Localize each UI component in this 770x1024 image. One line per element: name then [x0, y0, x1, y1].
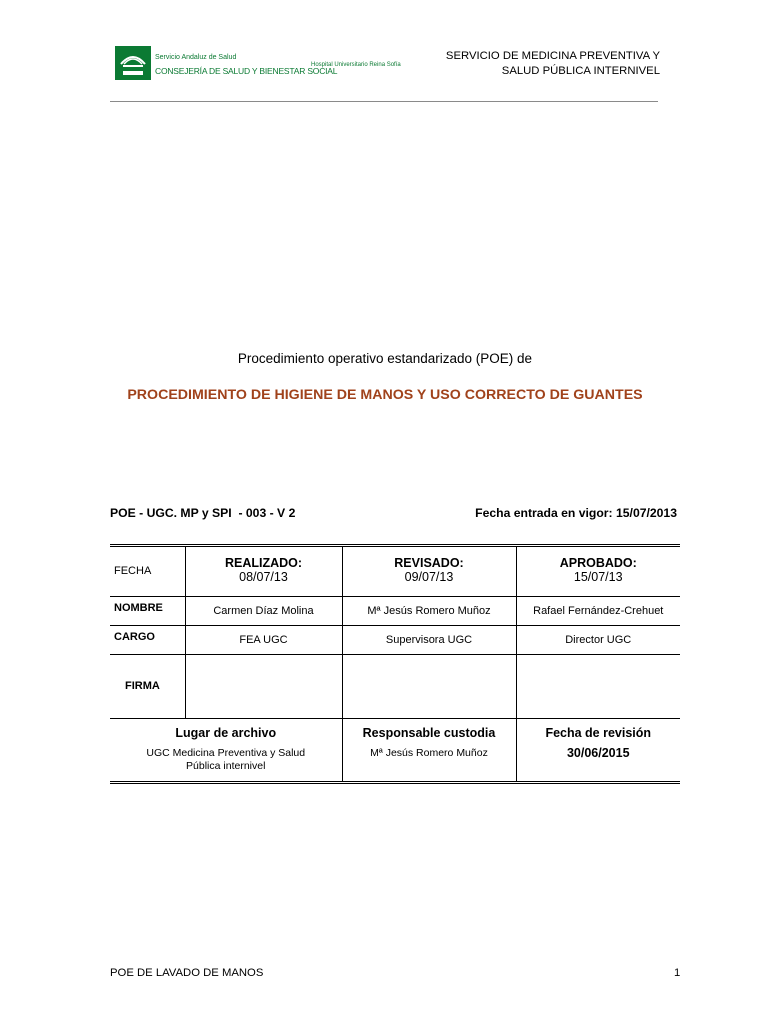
- lugar-cell: [110, 718, 342, 781]
- revisado-cell: [342, 547, 516, 596]
- header-divider: [110, 101, 658, 102]
- cargo-label: CARGO: [110, 625, 185, 654]
- lugar-label: Lugar de archivo: [175, 725, 277, 740]
- document-subtitle: Procedimiento operativo estandarizado (POE) de: [237, 351, 533, 366]
- footer-title: POE DE LAVADO DE MANOS: [110, 967, 264, 979]
- revisado-header: REVISADO:: [394, 556, 464, 570]
- fecha-label: FECHA: [110, 547, 185, 596]
- effective-date: Fecha entrada en vigor: 15/07/2013: [475, 506, 677, 520]
- aprobado-firma: [516, 654, 680, 718]
- aprobado-date: 15/07/13: [573, 570, 623, 584]
- nombre-label: NOMBRE: [110, 596, 185, 625]
- revisado-cargo: Supervisora UGC: [342, 625, 516, 654]
- table-row: [110, 547, 680, 596]
- custodia-label: Responsable custodia: [362, 725, 496, 740]
- service-title: [360, 49, 660, 79]
- aprobado-header: APROBADO:: [559, 556, 637, 570]
- junta-andalucia-emblem-icon: [115, 46, 151, 80]
- aprobado-cargo: Director UGC: [516, 625, 680, 654]
- realizado-nombre: Carmen Díaz Molina: [185, 596, 342, 625]
- realizado-firma: [185, 654, 342, 718]
- document-title: PROCEDIMIENTO DE HIGIENE DE MANOS Y USO CORRECTO DE GUANTES: [127, 387, 643, 403]
- revisado-nombre: Mª Jesús Romero Muñoz: [342, 596, 516, 625]
- realizado-cell: [185, 547, 342, 596]
- realizado-header: REALIZADO:: [224, 556, 303, 570]
- custodia-value: Mª Jesús Romero Muñoz: [370, 746, 488, 759]
- approval-table: [110, 544, 680, 784]
- table-row: [110, 596, 680, 625]
- firma-label: FIRMA: [110, 654, 185, 718]
- logo-consejeria-text: CONSEJERÍA DE SALUD Y BIENESTAR SOCIAL: [155, 66, 338, 76]
- revisado-firma: [342, 654, 516, 718]
- aprobado-cell: [516, 547, 680, 596]
- aprobado-nombre: Rafael Fernández-Crehuet: [516, 596, 680, 625]
- table-row: [110, 654, 680, 718]
- logo-sas-text: Servicio Andaluz de Salud: [155, 54, 237, 61]
- institution-logo: [115, 44, 401, 84]
- lugar-value: UGC Medicina Preventiva y Salud Pública internivel: [146, 746, 306, 772]
- revision-value: 30/06/2015: [566, 745, 630, 760]
- revision-cell: [516, 718, 680, 781]
- table-row: [110, 718, 680, 781]
- revision-label: Fecha de revisión: [545, 725, 652, 740]
- poe-code: POE - UGC. MP y SPI - 003 - V 2: [110, 506, 296, 520]
- page-number: 1: [674, 967, 681, 979]
- realizado-date: 08/07/13: [239, 570, 288, 584]
- logo-hospital-text: Hospital Universitario Reina Sofía: [311, 62, 401, 68]
- custodia-cell: [342, 718, 516, 781]
- table-row: [110, 625, 680, 654]
- service-title-line2: SALUD PÚBLICA INTERNIVEL: [501, 65, 660, 77]
- service-title-line1: SERVICIO DE MEDICINA PREVENTIVA Y: [445, 50, 660, 62]
- realizado-cargo: FEA UGC: [185, 625, 342, 654]
- revisado-date: 09/07/13: [404, 570, 454, 584]
